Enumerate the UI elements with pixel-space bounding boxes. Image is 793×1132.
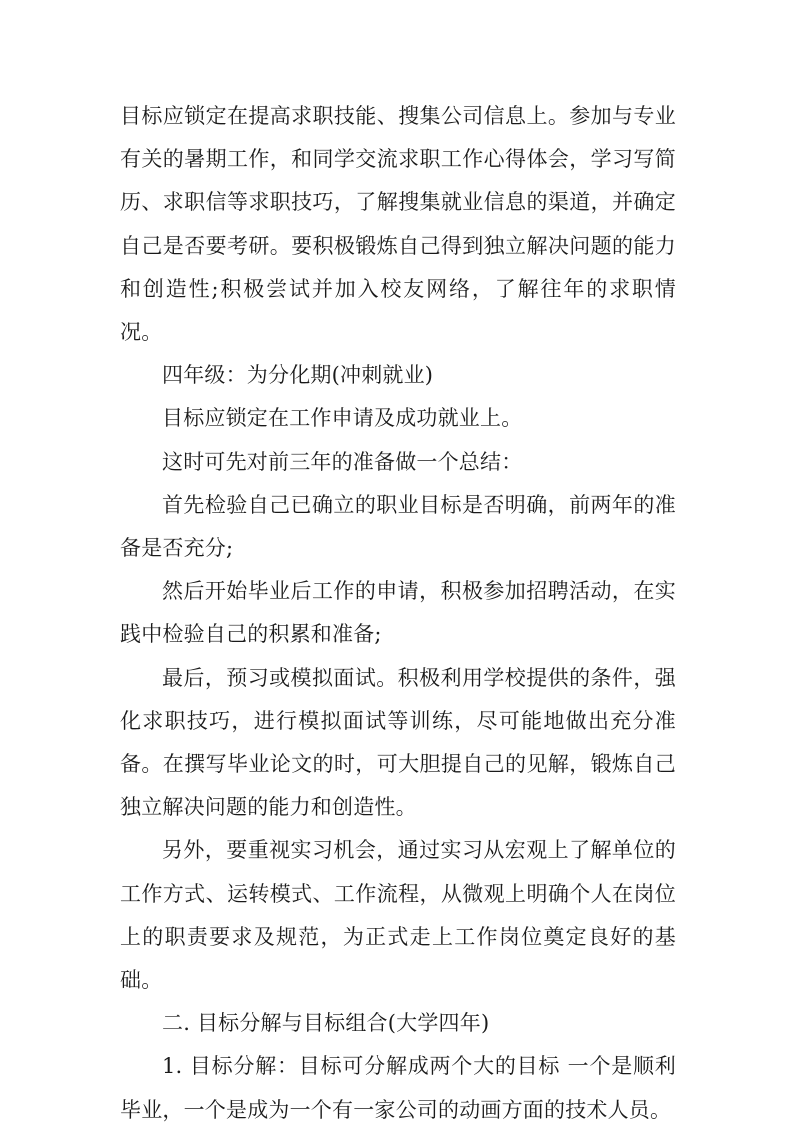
paragraph-2: 四年级：为分化期(冲刺就业) — [162, 363, 434, 388]
paragraph-6: 然后开始毕业后工作的申请，积极参加招聘活动，在实践中检验自己的积累和准备; — [120, 579, 676, 647]
paragraph-9: 二. 目标分解与目标组合(大学四年) — [162, 1011, 490, 1036]
document-body — [120, 95, 676, 1132]
paragraph-3: 目标应锁定在工作申请及成功就业上。 — [162, 406, 523, 431]
paragraph-7: 最后，预习或模拟面试。积极利用学校提供的条件，强化求职技巧，进行模拟面试等训练，尽可能地做出充分准备。在撰写毕业论文的时，可大胆提自己的见解，锻炼自己独立解决问题的能力和创造性。 — [120, 665, 676, 820]
paragraph-4: 这时可先对前三年的准备做一个总结： — [162, 449, 523, 474]
paragraph-10: 1. 目标分解：目标可分解成两个大的目标 一个是顺利毕业，一个是成为一个有一家公司的动画方面的技术人员。 — [120, 1054, 676, 1122]
paragraph-5: 首先检验自己已确立的职业目标是否明确，前两年的准备是否充分; — [120, 492, 676, 561]
paragraph-1: 目标应锁定在提高求职技能、搜集公司信息上。参加与专业有关的暑期工作，和同学交流求职工作心得体会，学习写简历、求职信等求职技巧，了解搜集就业信息的渠道，并确定自己是否要考研。要积极锻炼自己得到独立解决问题的能力和创造性;积极尝试并加入校友网络，了解往年的求职情况。 — [120, 104, 676, 345]
paragraph-8: 另外，要重视实习机会，通过实习从宏观上了解单位的工作方式、运转模式、工作流程，从微观上明确个人在岗位上的职责要求及规范，为正式走上工作岗位奠定良好的基础。 — [120, 838, 676, 993]
